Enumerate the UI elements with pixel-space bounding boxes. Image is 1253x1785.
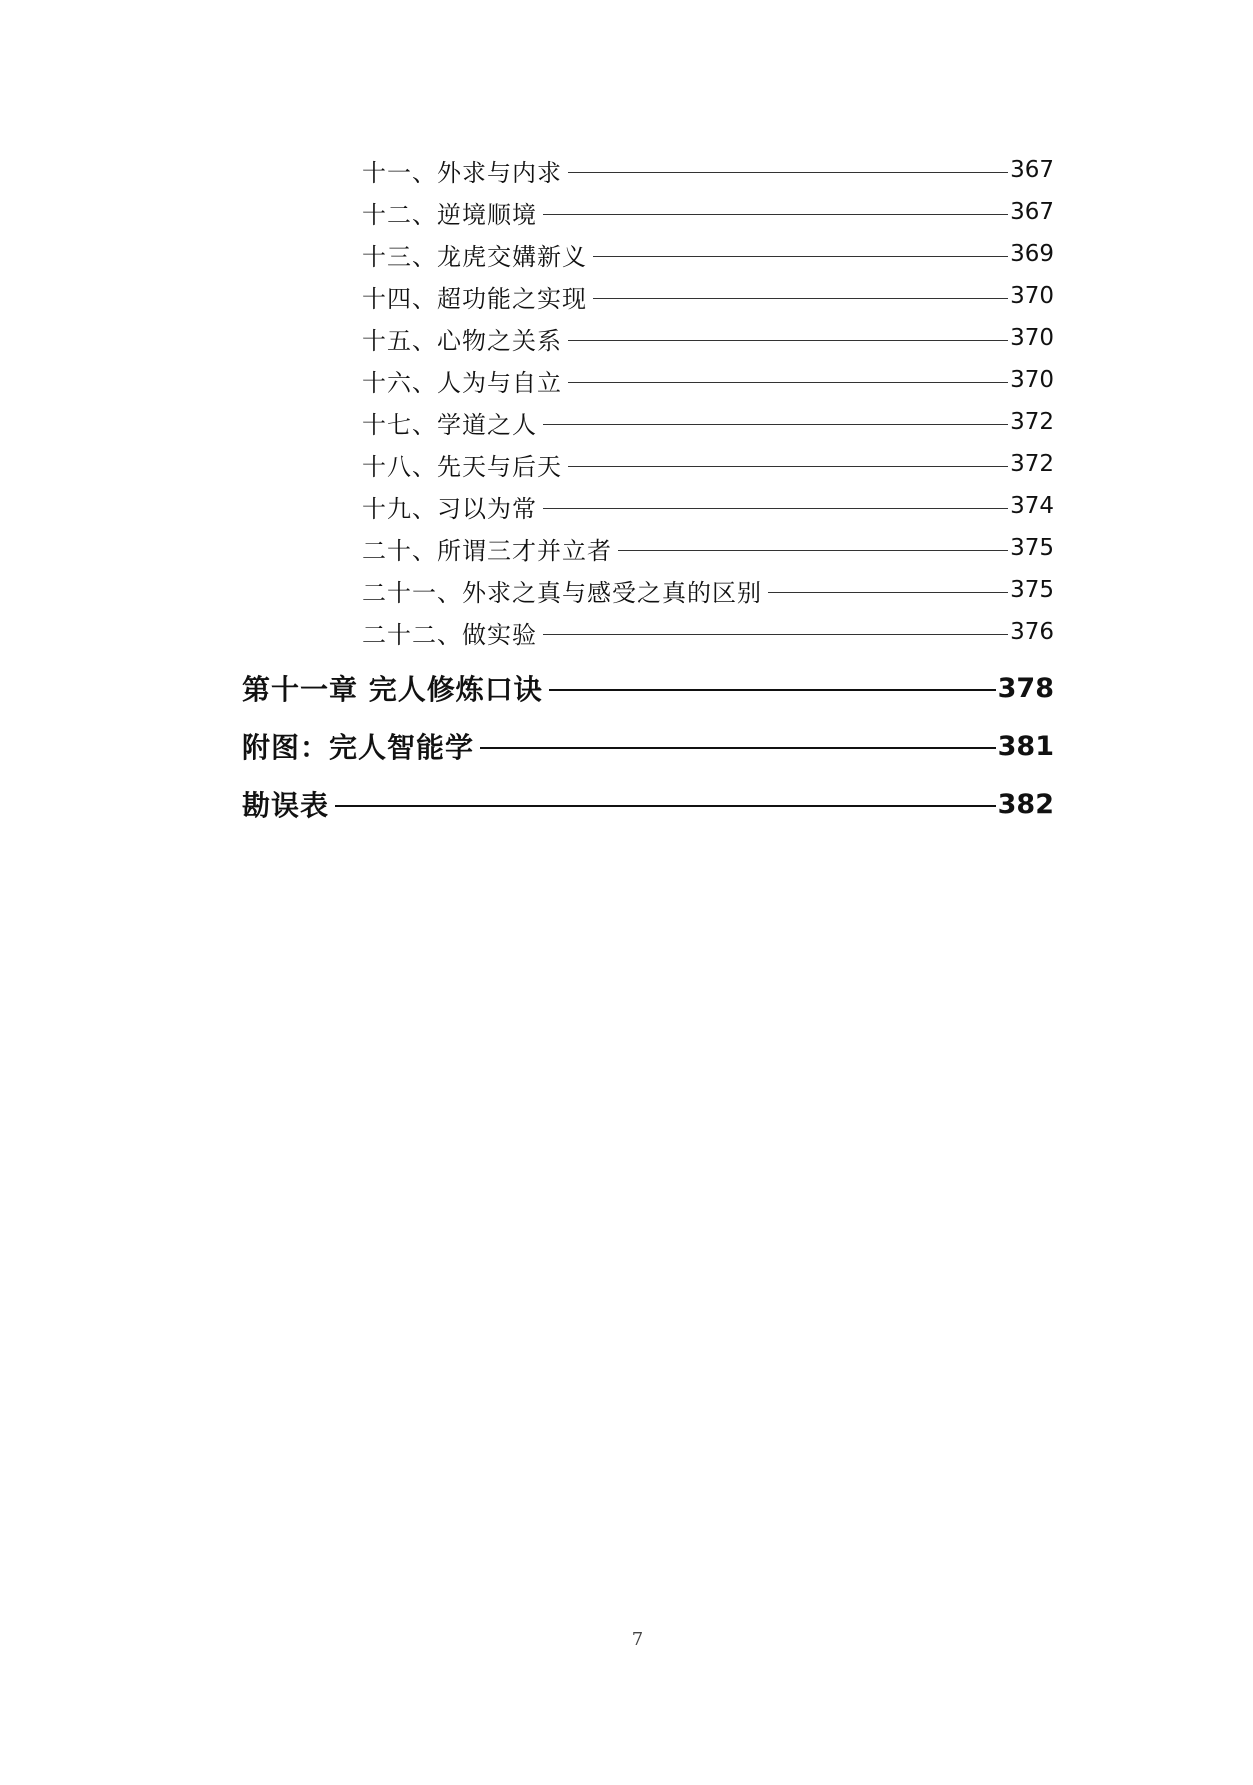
dot-leader <box>618 550 1008 551</box>
dot-leader <box>549 689 996 691</box>
dot-leader <box>543 634 1008 635</box>
toc-entry[interactable] <box>362 615 1054 649</box>
dot-leader <box>335 805 996 807</box>
toc-entry-page: 370 <box>1010 283 1054 309</box>
toc-entry-title: 十八、先天与后天 <box>362 452 562 481</box>
toc-entry-title: 十六、人为与自立 <box>362 368 562 397</box>
toc-entry-page: 370 <box>1010 325 1054 351</box>
toc-entry[interactable] <box>362 153 1054 187</box>
toc-entry[interactable] <box>362 573 1054 607</box>
toc-entry[interactable] <box>362 531 1054 565</box>
toc-entry-title: 十九、习以为常 <box>362 494 537 523</box>
dot-leader <box>568 340 1008 341</box>
toc-entry-page: 370 <box>1010 367 1054 393</box>
toc-entry[interactable] <box>362 489 1054 523</box>
dot-leader <box>593 298 1008 299</box>
toc-entry-page: 376 <box>1010 619 1054 645</box>
toc-chapter-page: 382 <box>997 788 1054 820</box>
toc-entry-title: 十一、外求与内求 <box>362 158 562 187</box>
toc-chapter-entry[interactable] <box>242 668 1054 708</box>
toc-entry-page: 367 <box>1010 199 1054 225</box>
toc-entry-page: 367 <box>1010 157 1054 183</box>
toc-entry[interactable] <box>362 405 1054 439</box>
toc-entry-title: 二十二、做实验 <box>362 620 537 649</box>
dot-leader <box>543 214 1008 215</box>
dot-leader <box>593 256 1008 257</box>
toc-entry[interactable] <box>362 237 1054 271</box>
toc-entry[interactable] <box>362 447 1054 481</box>
page-number: 7 <box>631 1629 644 1650</box>
dot-leader <box>768 592 1008 593</box>
toc-entry[interactable] <box>362 363 1054 397</box>
toc-entry-title: 二十一、外求之真与感受之真的区别 <box>362 578 762 607</box>
toc-chapter-page: 378 <box>997 672 1054 704</box>
dot-leader <box>568 466 1008 467</box>
toc-entry-title: 二十、所谓三才并立者 <box>362 536 612 565</box>
toc-entry-title: 十四、超功能之实现 <box>362 284 587 313</box>
toc-chapter-title: 附图：完人智能学 <box>242 731 475 764</box>
dot-leader <box>568 172 1008 173</box>
toc-entry-page: 372 <box>1010 451 1054 477</box>
toc-chapter-entry[interactable] <box>242 726 1054 766</box>
toc-entry[interactable] <box>362 195 1054 229</box>
toc-entry[interactable] <box>362 279 1054 313</box>
toc-entry[interactable] <box>362 321 1054 355</box>
toc-chapter-title: 勘误表 <box>242 789 330 822</box>
dot-leader <box>568 382 1008 383</box>
dot-leader <box>543 424 1008 425</box>
dot-leader <box>543 508 1008 509</box>
toc-entry-page: 375 <box>1010 577 1054 603</box>
toc-entry-page: 369 <box>1010 241 1054 267</box>
toc-chapter-entry[interactable] <box>242 784 1054 824</box>
toc-entry-page: 374 <box>1010 493 1054 519</box>
toc-entry-title: 十五、心物之关系 <box>362 326 562 355</box>
toc-entry-title: 十二、逆境顺境 <box>362 200 537 229</box>
toc-entry-title: 十三、龙虎交媾新义 <box>362 242 587 271</box>
toc-entry-page: 372 <box>1010 409 1054 435</box>
dot-leader <box>480 747 996 749</box>
toc-entry-title: 十七、学道之人 <box>362 410 537 439</box>
toc-chapter-page: 381 <box>997 730 1054 762</box>
toc-chapter-title: 第十一章 完人修炼口诀 <box>242 673 543 706</box>
toc-entry-page: 375 <box>1010 535 1054 561</box>
